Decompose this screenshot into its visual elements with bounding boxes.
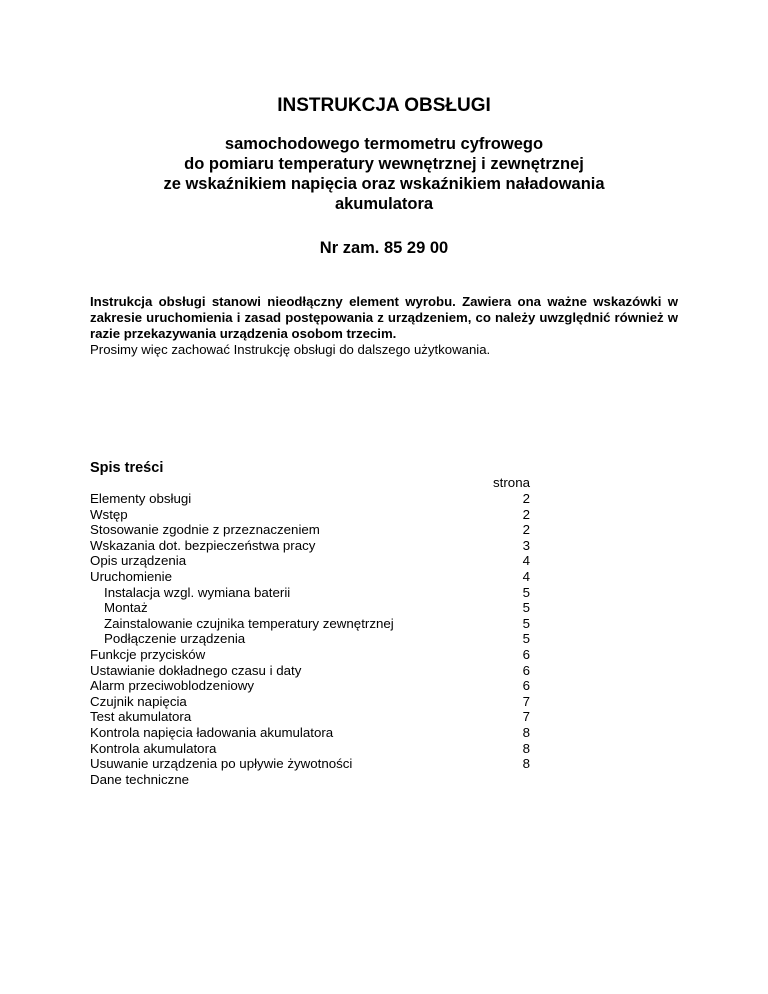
- toc-entry-page: 6: [522, 662, 530, 678]
- toc-entry-page: 4: [522, 553, 530, 569]
- toc-entry-page: 2: [522, 522, 530, 538]
- subtitle-line: do pomiaru temperatury wewnętrznej i zewnętrznej: [184, 155, 584, 173]
- notice-bold-text: Instrukcja obsługi stanowi nieodłączny element wyrobu. Zawiera ona ważne wskazówki w zakresie uruchomienia i zasad postępowania z urządzeniem, co należy uwzględnić również w razie przekazywania urządzenia osobom trzecim.: [90, 294, 678, 341]
- toc-entry-page: 8: [522, 724, 530, 740]
- toc-entry: [90, 538, 530, 554]
- notice-block: [90, 294, 678, 358]
- toc-entry-label: Wskazania dot. bezpieczeństwa pracy: [90, 537, 316, 553]
- toc-entry-label: Instalacja wzgl. wymiana baterii: [104, 584, 291, 600]
- toc-entry-page: 6: [522, 678, 530, 694]
- toc-entry-page: 5: [522, 631, 530, 647]
- toc-entry-page: 2: [522, 506, 530, 522]
- toc-entry-page: 8: [522, 756, 530, 772]
- toc-entry: [90, 756, 530, 772]
- toc-entry-label: Wstęp: [90, 506, 128, 522]
- toc-entry-page: 8: [522, 740, 530, 756]
- toc-entry-page: 5: [522, 600, 530, 616]
- toc-entry: [90, 709, 530, 725]
- toc-entry-page: 7: [522, 693, 530, 709]
- order-number: Nr zam. 85 29 00: [319, 239, 449, 257]
- document-title: INSTRUKCJA OBSŁUGI: [277, 95, 491, 116]
- toc-entry-label: Opis urządzenia: [90, 553, 187, 569]
- toc-entry-label: Kontrola akumulatora: [90, 740, 217, 756]
- toc-entry: [90, 663, 530, 679]
- notice-plain-text: Prosimy więc zachować Instrukcję obsługi do dalszego użytkowania.: [90, 342, 491, 357]
- toc-entry-page: 7: [522, 709, 530, 725]
- toc-entry-label: Elementy obsługi: [90, 491, 192, 506]
- toc-entry-page: 2: [522, 491, 530, 506]
- subtitle-line: samochodowego termometru cyfrowego: [224, 135, 544, 153]
- toc-entry-label: Test akumulatora: [90, 709, 192, 725]
- toc-entry: [90, 522, 530, 538]
- toc-entry-label: Usuwanie urządzenia po upływie żywotności: [90, 756, 353, 772]
- toc-entry: [90, 647, 530, 663]
- toc-subentry: [90, 600, 530, 616]
- toc-heading: Spis treści: [90, 460, 164, 476]
- toc-entry-page: 4: [522, 568, 530, 584]
- toc-entry-label: Funkcje przycisków: [90, 646, 206, 662]
- subtitle-line: ze wskaźnikiem napięcia oraz wskaźnikiem naładowania: [163, 175, 605, 193]
- toc-entry-label: Dane techniczne: [90, 771, 190, 787]
- toc-subentry: [90, 585, 530, 601]
- toc-entry-label: Kontrola napięcia ładowania akumulatora: [90, 724, 334, 740]
- toc-entry-label: Uruchomienie: [90, 568, 173, 584]
- toc-entry: [90, 678, 530, 694]
- toc-subentry: [90, 631, 530, 647]
- toc-page-column-label: strona: [493, 475, 530, 490]
- toc-entry: [90, 507, 530, 523]
- toc-entry: [90, 569, 530, 585]
- toc-entry-label: Zainstalowanie czujnika temperatury zewnętrznej: [104, 615, 394, 631]
- toc-entry-label: Podłączenie urządzenia: [104, 631, 246, 647]
- toc-subentry: [90, 616, 530, 632]
- toc-entry: [90, 553, 530, 569]
- table-of-contents: [90, 491, 530, 787]
- toc-entry-page: 6: [522, 646, 530, 662]
- toc-entry-page: 5: [522, 615, 530, 631]
- toc-entry-page: 5: [522, 584, 530, 600]
- toc-entry: [90, 772, 530, 788]
- toc-entry: [90, 491, 530, 507]
- toc-entry-label: Ustawianie dokładnego czasu i daty: [90, 662, 302, 678]
- toc-entry-page: 3: [522, 537, 530, 553]
- document-subtitle: [84, 134, 684, 214]
- toc-entry-label: Czujnik napięcia: [90, 693, 187, 709]
- toc-entry-label: Stosowanie zgodnie z przeznaczeniem: [90, 522, 320, 538]
- subtitle-line: akumulatora: [334, 195, 434, 213]
- toc-entry: [90, 741, 530, 757]
- toc-entry: [90, 694, 530, 710]
- toc-entry-label: Montaż: [104, 600, 148, 616]
- toc-entry: [90, 725, 530, 741]
- toc-entry-label: Alarm przeciwoblodzeniowy: [90, 678, 255, 694]
